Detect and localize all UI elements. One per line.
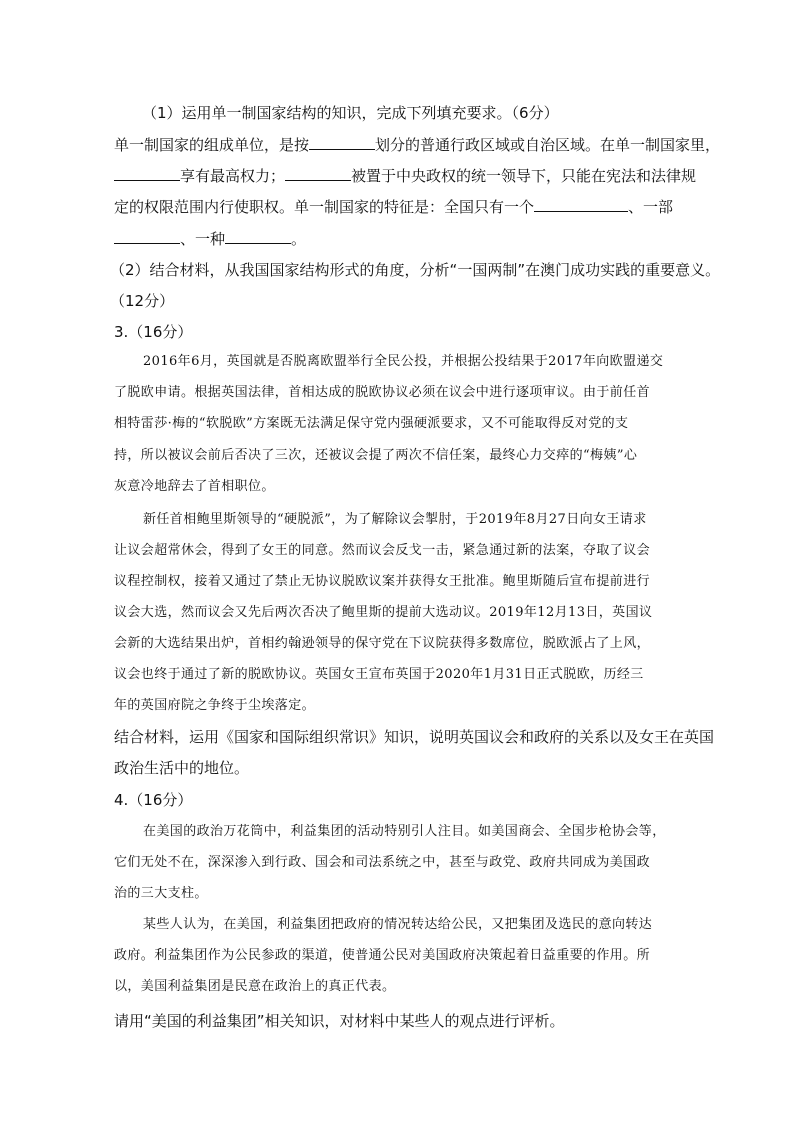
- q3-material-line: 议会大选，然而议会又先后两次否决了鲍里斯的提前大选动议。2019年12月13日，英国议: [114, 605, 653, 620]
- q3-material-line: 会新的大选结果出炉，首相约翰逊领导的保守党在下议院获得多数席位，脱欧派占了上风，: [114, 636, 651, 651]
- q1-fill-line-2: [114, 165, 696, 186]
- q1-text: 、一部: [628, 198, 674, 216]
- answer-blank[interactable]: [534, 196, 628, 212]
- q4-material-line: 某些人认为，在美国，利益集团把政府的情况转达给公民，又把集团及选民的意向转达: [143, 917, 653, 932]
- q3-material-line: 了脱欧申请。根据英国法律，首相达成的脱欧协议必须在议会中进行逐项审议。由于前任首: [114, 385, 651, 400]
- q3-material-line: 相特雷莎·梅的“软脱欧”方案既无法满足保守党内强硬派要求，又不可能取得反对党的支: [114, 416, 629, 431]
- q4-material-line: 在美国的政治万花筒中，利益集团的活动特别引人注目。如美国商会、全国步枪协会等，: [143, 824, 666, 839]
- q3-material-line: 新任首相鲍里斯领导的“硬脱派”，为了解除议会掣肘，于2019年8月27日向女王请求: [143, 512, 647, 527]
- q3-material-line: 议程控制权，接着又通过了禁止无协议脱欧议案并获得女王批准。鲍里斯随后宣布提前进行: [114, 574, 651, 589]
- q3-material-line: 让议会超常休会，得到了女王的同意。然而议会反戈一击，紧急通过新的法案，夺取了议会: [114, 543, 651, 558]
- q3-question: 政治生活中的地位。: [114, 759, 250, 777]
- q4-header: 4.（16分）: [114, 791, 193, 809]
- q2-line-2: （12分）: [110, 292, 175, 310]
- q3-question: 结合材料，运用《国家和国际组织常识》知识，说明英国议会和政府的关系以及女王在英国: [114, 728, 715, 746]
- q1-fill-line-3: [114, 196, 673, 217]
- answer-blank[interactable]: [309, 134, 375, 150]
- q3-material-line: 议会也终于通过了新的脱欧协议。英国女王宣布英国于2020年1月31日正式脱欧，历经三: [114, 667, 644, 682]
- q3-material-line: 持，所以被议会前后否决了三次，还被议会提了两次不信任案，最终心力交瘁的“梅姨”心: [114, 448, 638, 463]
- q4-material-line: 政府。利益集团作为公民参政的渠道，使普通公民对美国政府决策起着日益重要的作用。所: [114, 948, 651, 963]
- q3-material-line: 2016年6月，英国就是否脱离欧盟举行全民公投，并根据公投结果于2017年向欧盟递交: [143, 354, 664, 369]
- q1-text: 被置于中央政权的统一领导下，只能在宪法和法律规: [351, 167, 697, 185]
- answer-blank[interactable]: [114, 228, 180, 244]
- q1-text: 。: [291, 230, 307, 248]
- q1-text: 享有最高权力；: [180, 167, 286, 185]
- q1-text: 划分的普通行政区域或自治区域。在单一制国家里，: [375, 136, 721, 154]
- q1-fill-line-4: [114, 228, 306, 249]
- q1-text: 单一制国家的组成单位，是按: [114, 136, 310, 154]
- q3-material-line: 年的英国府院之争终于尘埃落定。: [114, 698, 316, 713]
- q1-fill-line-1: [114, 134, 720, 155]
- q2-line-1: （2）结合材料，从我国国家结构形式的角度，分析“一国两制”在澳门成功实践的重要意义。: [110, 261, 721, 279]
- q1-text: 定的权限范围内行使职权。单一制国家的特征是：全国只有一个: [114, 198, 535, 216]
- answer-blank[interactable]: [225, 228, 291, 244]
- answer-blank[interactable]: [114, 165, 180, 181]
- q3-header: 3.（16分）: [114, 323, 193, 341]
- answer-blank[interactable]: [285, 165, 351, 181]
- q1-instruction: （1）运用单一制国家结构的知识，完成下列填充要求。（6分）: [142, 104, 559, 122]
- q4-material-line: 它们无处不在，深深渗入到行政、国会和司法系统之中，甚至与政党、政府共同成为美国政: [114, 855, 651, 870]
- q4-material-line: 治的三大支柱。: [114, 886, 208, 901]
- q4-question: 请用“美国的利益集团”相关知识，对材料中某些人的观点进行评析。: [114, 1012, 565, 1030]
- q3-material-line: 灰意冷地辞去了首相职位。: [114, 479, 275, 494]
- q1-text: 、一种: [180, 230, 226, 248]
- q4-material-line: 以，美国利益集团是民意在政治上的真正代表。: [114, 979, 396, 994]
